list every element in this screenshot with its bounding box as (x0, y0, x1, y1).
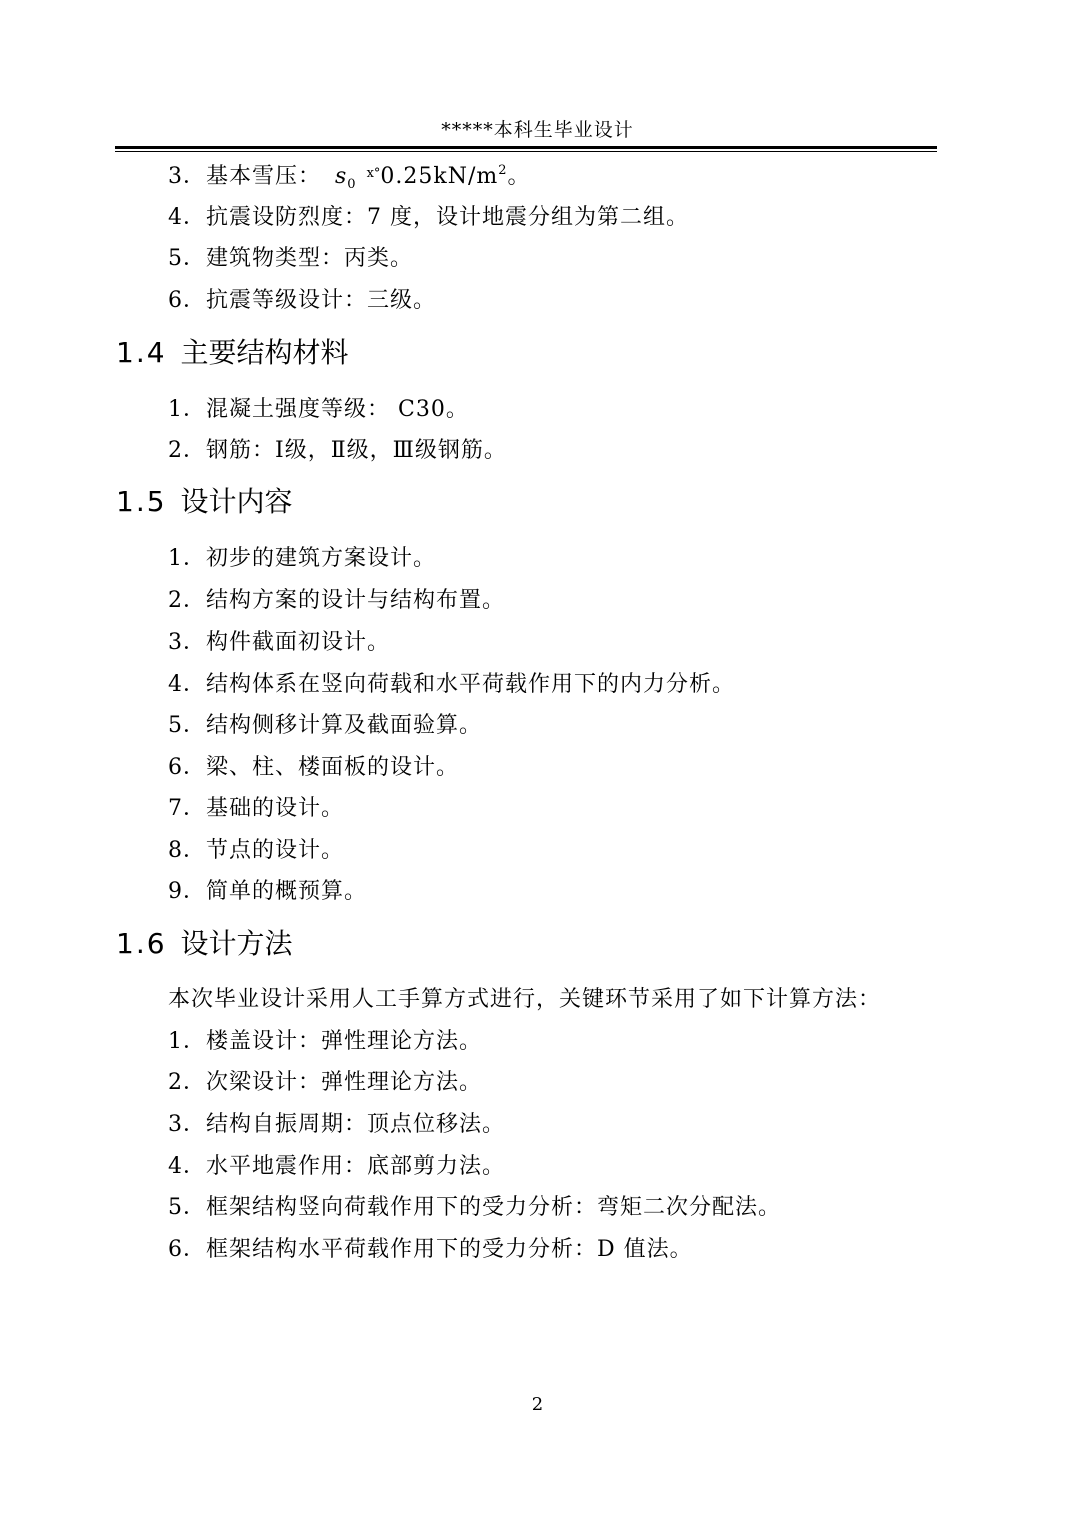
list-item: 4．抗震设防烈度：7 度，设计地震分组为第二组。 (168, 205, 689, 230)
section-number: 1.5 (116, 485, 167, 518)
snow-suffix: 。 (507, 164, 531, 189)
list-item: 6．框架结构水平荷载作用下的受力分析：D 值法。 (168, 1237, 693, 1262)
list-item: 1．楼盖设计：弹性理论方法。 (168, 1029, 482, 1054)
section-title: 设计方法 (180, 927, 293, 960)
section-number: 1.4 (116, 336, 167, 369)
header-rule-thick (115, 146, 937, 149)
list-item: 5．建筑物类型：丙类。 (168, 246, 413, 271)
list-item: 6．梁、柱、楼面板的设计。 (168, 755, 459, 780)
section-intro: 本次毕业设计采用人工手算方式进行，关键环节采用了如下计算方法： (168, 987, 882, 1012)
list-item: 4．水平地震作用：底部剪力法。 (168, 1154, 505, 1179)
list-item: 3．构件截面初设计。 (168, 630, 390, 655)
snow-equals-glyph: x° (366, 166, 381, 181)
snow-symbol: s (335, 164, 348, 189)
section-title: 主要结构材料 (180, 336, 349, 369)
list-item: 5．框架结构竖向荷载作用下的受力分析：弯矩二次分配法。 (168, 1195, 781, 1220)
section-heading-1-5 (116, 484, 293, 520)
list-item: 7．基础的设计。 (168, 796, 344, 821)
section-heading-1-4 (116, 335, 349, 371)
list-item: 5．结构侧移计算及截面验算。 (168, 713, 482, 738)
list-item: 1．初步的建筑方案设计。 (168, 546, 436, 571)
snow-superscript: 2 (498, 163, 508, 178)
list-item: 4．结构体系在竖向荷载和水平荷载作用下的内力分析。 (168, 672, 735, 697)
snow-load-label: 3．基本雪压： (168, 164, 321, 189)
header-rule-thin (115, 151, 937, 152)
list-item: 2．结构方案的设计与结构布置。 (168, 588, 505, 613)
section-title: 设计内容 (180, 485, 293, 518)
snow-subscript: 0 (347, 177, 357, 192)
list-item: 8．节点的设计。 (168, 838, 344, 863)
section-heading-1-6 (116, 926, 293, 962)
page-number: 2 (531, 1394, 544, 1415)
snow-value: 0.25kN/m (380, 164, 499, 189)
list-item: 1．混凝土强度等级： C30。 (168, 397, 469, 422)
list-item: 2．次梁设计：弹性理论方法。 (168, 1070, 482, 1095)
section-number: 1.6 (116, 927, 167, 960)
list-item: 6．抗震等级设计：三级。 (168, 288, 436, 313)
list-item: 3．结构自振周期：顶点位移法。 (168, 1112, 505, 1137)
list-item: 9．简单的概预算。 (168, 879, 367, 904)
snow-load-item (168, 162, 531, 195)
list-item: 2．钢筋：Ⅰ级，Ⅱ级，Ⅲ级钢筋。 (168, 438, 507, 463)
page-header-title: *****本科生毕业设计 (441, 119, 634, 141)
